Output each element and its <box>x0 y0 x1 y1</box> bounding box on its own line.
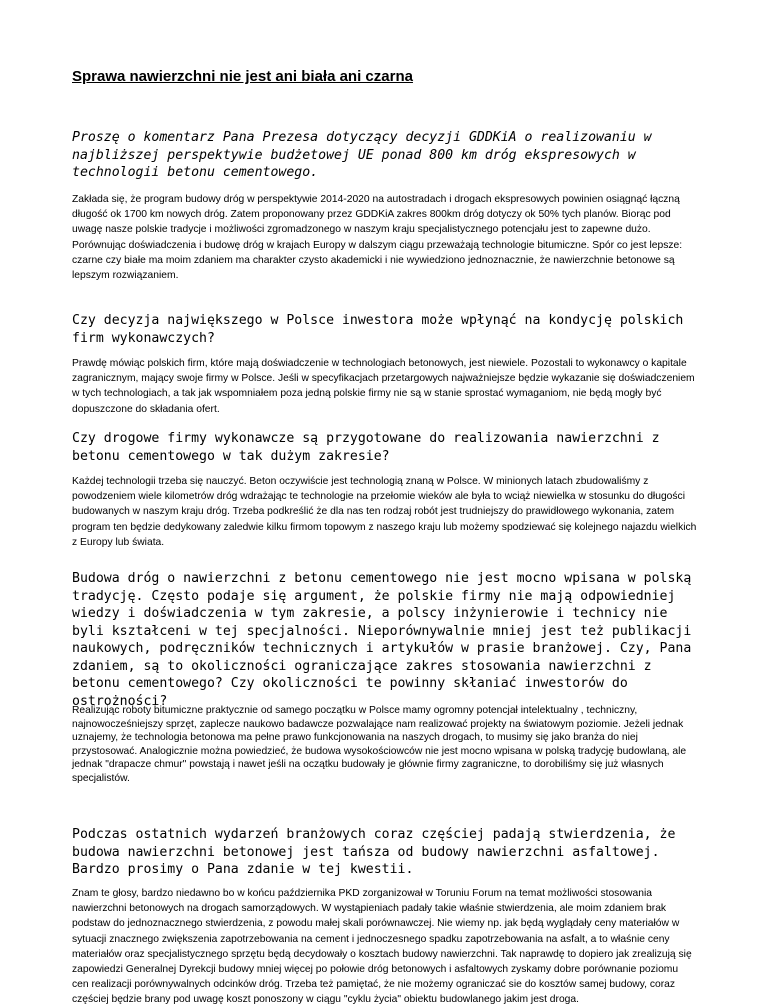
answer-2: Prawdę mówiąc polskich firm, które mają doświadczenie w technologiach betonowych, jest niewiele. Pozostali to wykonawcy o kapitale zagranicznym, mający swoje firmy w Polsce. Jeśli w specyfikacjach przetargowych najważniejsze będzie wykazanie się doświadczeniem w tych technologiach, a tak jak wspomniałem poza jedną polskie firmy nie są w stanie sprostać wymaganiom, nie będą mogły być dopuszczone do składania ofert. <box>72 358 695 415</box>
answer-3: Każdej technologii trzeba się nauczyć. Beton oczywiście jest technologią znaną w Polsce. W minionych latach zbudowaliśmy z powodzeniem wiele kilometrów dróg wdrażając te technologie na przełomie wieków ale była to wciąż niewielka w stosunku do długości budowanych w naszym kraju dróg. Trzeba podkreślić że dla nas ten rodzaj robót jest trudniejszy do prawidłowego wykonania, zatem program ten będzie dedykowany zaledwie kilku firmom topowym z naszego kraju lub możemy spodziewać się kolejnego najazdu wielkich z Europy lub świata. <box>72 476 697 548</box>
question-3: Czy drogowe firmy wykonawcze są przygotowane do realizowania nawierzchni z betonu cementowego w tak dużym zakresie? <box>72 431 660 464</box>
question-2: Czy decyzja największego w Polsce inwestora może wpłynąć na kondycję polskich firm wykonawczych? <box>72 313 684 346</box>
document-title: Sprawa nawierzchni nie jest ani biała ani czarna <box>72 68 413 85</box>
answer-5: Znam te głosy, bardzo niedawno bo w końcu października PKD zorganizował w Toruniu Forum na temat możliwości stosowania nawierzchni betonowych na drogach samorządowych. W wystąpieniach padały takie właśnie stwierdzenia, ale moim zdaniem brak podstaw do jednoznacznego stwierdzenia, z powodu małej skali porównawczej. Nie wiemy np. jak będą wyglądały ceny materiałów w sytuacji znacznego zwiększenia zapotrzebowania na cement i jednoczesnego spadku zapotrzebowania na asfalt, a to właśnie ceny materiałów oraz specjalistycznego sprzętu będą decydowały o kosztach budowy nawierzchni. Tak naprawdę to dopiero jak zrealizują się zapowiedzi Generalnej Dyrekcji budowy mniej więcej po połowie dróg betonowych i asfaltowych zyskamy dobre porównanie poziomu cen realizacji porównywalnych odcinków dróg. Trzeba też pamiętać, że nie możemy ograniczać sie do kosztów samej budowy, coraz częściej będzie brany pod uwagę koszt ponoszony w ciągu "cyklu życia" obiektu budowlanego jakim jest droga. <box>72 888 692 1006</box>
question-4: Budowa dróg o nawierzchni z betonu cementowego nie jest mocno wpisana w polską tradycję. Często podaje się argument, że polskie firmy nie mają odpowiedniej wiedzy i doświadczenia w tym zakresie, a polscy inżynierowie i technicy nie byli kształceni w tej specjalności. Nieporównywalnie mniej jest też publikacji naukowych, podręczników technicznych i artykułów w prasie branżowej. Czy, Pana zdaniem, są to okoliczności ograniczające zakres stosowania nawierzchni z betonu cementowego? Czy okoliczności te powinny skłaniać inwestorów do ostrożności? <box>72 571 692 709</box>
question-5: Podczas ostatnich wydarzeń branżowych coraz częściej padają stwierdzenia, że budowa nawierzchni betonowej jest tańsza od budowy nawierzchni asfaltowej. Bardzo prosimy o Pana zdanie w tej kwestii. <box>72 827 676 877</box>
answer-4: Realizując roboty bitumiczne praktycznie od samego początku w Polsce mamy ogromny potencjał intelektualny , techniczny, najnowocześniejszy sprzęt, zaplecze naukowo badawcze pozwalające nam realizować projekty na światowym poziomie. Jeżeli jednak uznajemy, że technologia betonowa ma pełne prawo funkcjonowania na naszych drogach, to musimy się jako branża do niej przystosować. Analogicznie można powiedzieć, że budowa wysokościowców nie jest mocno wpisana w polską tradycję budowlaną, ale jednak "drapacze chmur" powstają i nawet jeśli na oczątku budowały je głównie firmy zagraniczne, to dorobiliśmy się już własnych specjalistów. <box>72 705 687 784</box>
question-1: Proszę o komentarz Pana Prezesa dotyczący decyzji GDDKiA o realizowaniu w najbliższej perspektywie budżetowej UE ponad 800 km dróg ekspresowych w technologii betonu cementowego. <box>72 130 652 180</box>
answer-1: Zakłada się, że program budowy dróg w perspektywie 2014-2020 na autostradach i drogach ekspresowych powinien osiągnąć łączną długość ok 1700 km nowych dróg. Zatem proponowany przez GDDKiA zakres 800km dróg dotyczy ok 50% tych planów. Biorąc pod uwagę nasze polskie tradycje i możliwości zgromadzonego w naszym kraju specjalistycznego potencjału jest to zapewne dużo. Porównując doświadczenia i budowę dróg w krajach Europy w dalszym ciągu przeważają technologie bitumiczne. Spór co jest lepsze: czarne czy białe ma moim zdaniem ma charakter czysto akademicki i nie wywiedziono jednoznacznie, że nawierzchnie betonowe są lepszym rozwiązaniem. <box>72 194 683 282</box>
